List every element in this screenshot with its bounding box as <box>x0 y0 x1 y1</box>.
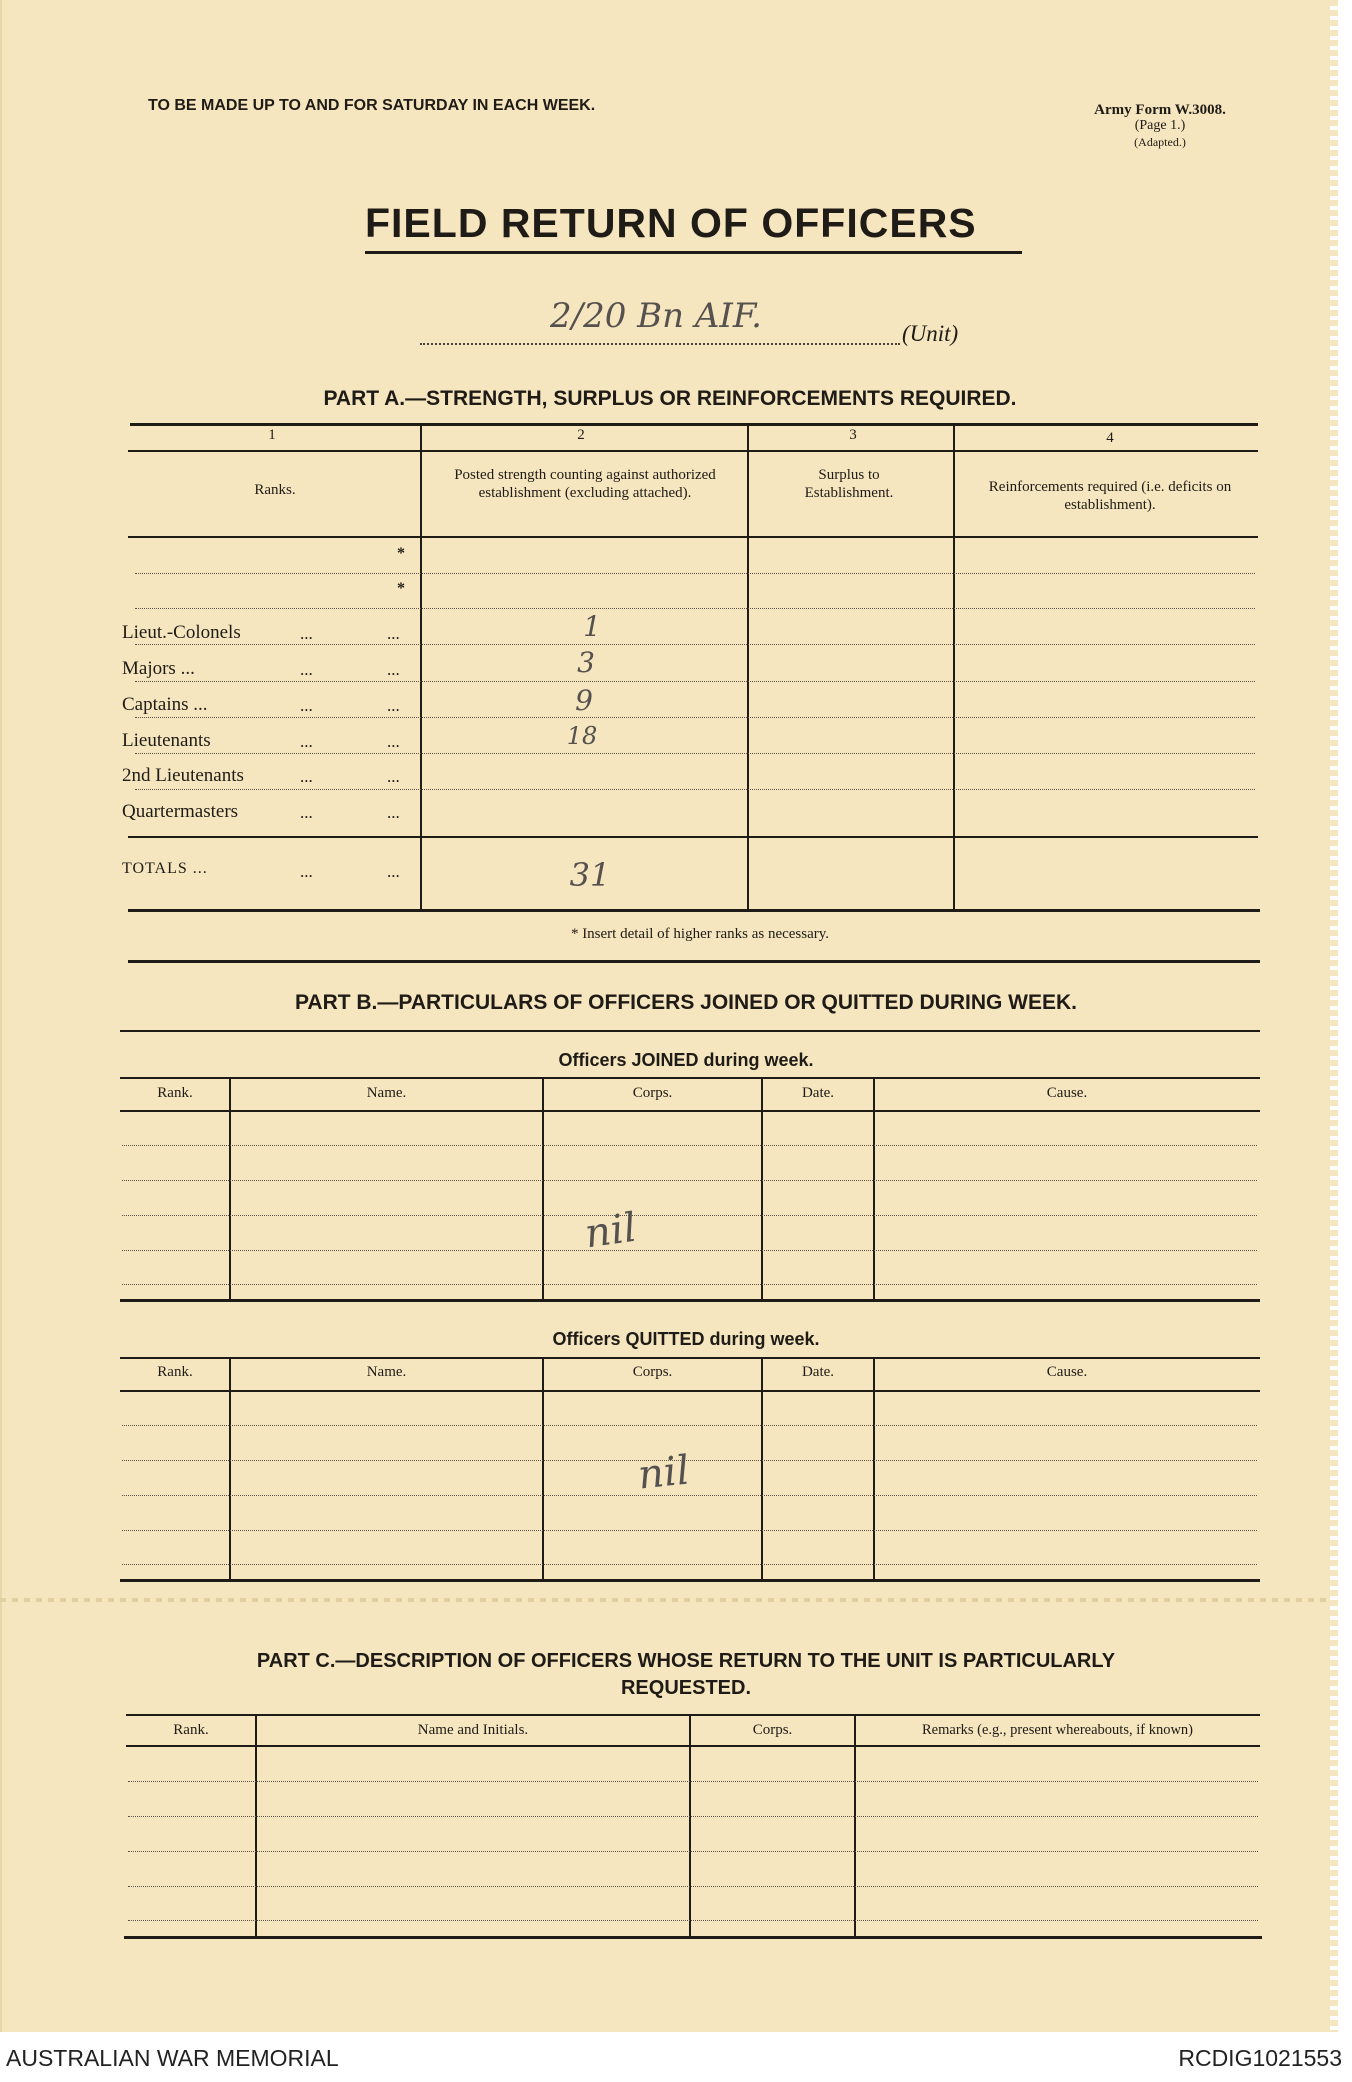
rank-label: 2nd Lieutenants <box>122 765 244 786</box>
part-c-col-corps: Corps. <box>752 1722 793 1738</box>
joined-col-cause: Cause. <box>1046 1085 1088 1101</box>
joined-col-name: Name. <box>366 1085 407 1101</box>
leader-dots: ... <box>300 862 313 881</box>
totals-value: 31 <box>569 856 611 894</box>
part-c-col-rank: Rank. <box>173 1722 209 1738</box>
higher-rank-marker-1: * <box>397 545 405 562</box>
totals-label: TOTALS ... <box>122 860 208 877</box>
rank-label: Captains ... <box>122 694 208 715</box>
footer-source: AUSTRALIAN WAR MEMORIAL <box>6 2045 339 2071</box>
unit-value: 2/20 Bn AIF. <box>550 296 762 336</box>
joined-col-rank: Rank. <box>157 1085 193 1101</box>
joined-col-date: Date. <box>801 1085 835 1101</box>
part-a-footnote: * Insert detail of higher ranks as necessary. <box>570 926 830 942</box>
form-reference <box>1060 102 1260 150</box>
part-a-heading: PART A.—STRENGTH, SURPLUS OR REINFORCEMENTS REQUIRED. <box>323 387 1017 410</box>
posted-value: 9 <box>575 684 593 717</box>
joined-nil-entry: nil <box>582 1204 640 1258</box>
col-number-2: 2 <box>577 427 585 443</box>
rank-label: Lieut.-Colonels <box>122 622 241 643</box>
part-c-col-name: Name and Initials. <box>417 1722 529 1738</box>
leader-dots: ... <box>387 862 400 881</box>
leader-dots: ... <box>387 696 400 715</box>
leader-dots: ... <box>387 624 400 643</box>
fold-line <box>0 1598 1330 1602</box>
form-page: (Page 1.) <box>1134 118 1186 133</box>
quitted-col-name: Name. <box>366 1364 407 1380</box>
posted-value: 1 <box>583 610 601 643</box>
unit-label: (Unit) <box>902 321 959 346</box>
form-number: Army Form W.3008. <box>1094 102 1226 118</box>
joined-heading: Officers JOINED during week. <box>558 1050 814 1070</box>
part-c-heading <box>130 1648 1242 1702</box>
leader-dots: ... <box>300 660 313 679</box>
rank-label: Majors ... <box>122 658 195 679</box>
title-underline <box>365 251 1022 254</box>
col-number-3: 3 <box>849 427 857 443</box>
leader-dots: ... <box>387 732 400 751</box>
leader-dots: ... <box>300 732 313 751</box>
posted-value: 18 <box>566 722 598 750</box>
col-header-surplus: Surplus to Establishment. <box>804 467 894 501</box>
part-b-heading: PART B.—PARTICULARS OF OFFICERS JOINED OR QUITTED DURING WEEK. <box>294 991 1078 1014</box>
footer-id: RCDIG1021553 <box>1178 2045 1342 2071</box>
leader-dots: ... <box>300 803 313 822</box>
page-title: FIELD RETURN OF OFFICERS <box>365 200 977 246</box>
leader-dots: ... <box>387 803 400 822</box>
leader-dots: ... <box>300 624 313 643</box>
col-number-1: 1 <box>268 427 276 443</box>
rank-label: Quartermasters <box>122 801 239 822</box>
leader-dots: ... <box>300 696 313 715</box>
leader-dots: ... <box>387 767 400 786</box>
quitted-heading: Officers QUITTED during week. <box>552 1329 820 1349</box>
col-header-posted: Posted strength counting against authorized establishment (excluding attached). <box>454 467 716 501</box>
rank-label: Lieutenants <box>122 730 211 751</box>
higher-rank-marker-2: * <box>397 580 405 597</box>
quitted-col-corps: Corps. <box>632 1364 673 1380</box>
quitted-col-rank: Rank. <box>157 1364 193 1380</box>
col-header-ranks: Ranks. <box>254 482 296 498</box>
col-header-reinforcements: Reinforcements required (i.e. deficits on establishment). <box>988 479 1232 513</box>
joined-col-corps: Corps. <box>632 1085 673 1101</box>
instruction-text: TO BE MADE UP TO AND FOR SATURDAY IN EACH WEEK. <box>148 97 596 114</box>
col-number-4: 4 <box>1106 430 1114 446</box>
quitted-nil-entry: nil <box>635 1447 692 1499</box>
part-c-heading-line1: PART C.—DESCRIPTION OF OFFICERS WHOSE RETURN TO THE UNIT IS PARTICULARLY <box>256 1650 1116 1672</box>
quitted-col-date: Date. <box>801 1364 835 1380</box>
leader-dots: ... <box>300 767 313 786</box>
quitted-col-cause: Cause. <box>1046 1364 1088 1380</box>
part-c-col-remarks: Remarks (e.g., present whereabouts, if known) <box>922 1722 1193 1738</box>
unit-line <box>420 343 900 345</box>
posted-value: 3 <box>577 646 595 679</box>
form-adapted: (Adapted.) <box>1134 135 1186 149</box>
leader-dots: ... <box>387 660 400 679</box>
part-c-heading-line2: REQUESTED. <box>620 1677 752 1699</box>
